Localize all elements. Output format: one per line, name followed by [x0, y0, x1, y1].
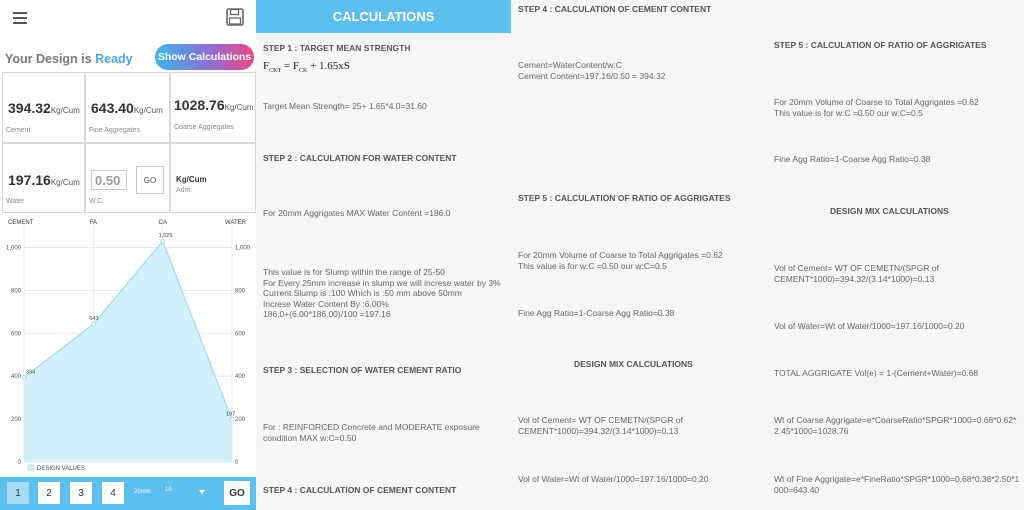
- step5-heading: STEP 5 : CALCULATION OF RATIO OF AGGRIGATES: [518, 193, 731, 203]
- water-unit: Kg/Cum: [50, 178, 80, 187]
- step5-text-1: For 20mm Volume of Coarse to Total Aggrigates =0.62 This value is for w:C =0.50 our w:C=0.5: [518, 250, 723, 271]
- y-tick-label-right: 800: [235, 288, 246, 295]
- y-tick-label-left: 0: [17, 460, 21, 466]
- data-point: [22, 376, 26, 380]
- calculations-panel-3: [767, 0, 1024, 510]
- chevron-down-icon: [199, 490, 205, 494]
- fine-aggregates-unit: Kg/Cum: [133, 106, 163, 115]
- design-status-text: Your Design is Ready: [5, 52, 133, 66]
- app-toolbar: [0, 0, 256, 36]
- y-tick-label-right: 600: [235, 331, 246, 338]
- fine-aggregates-cell: [85, 72, 170, 143]
- cement-value: 394.32: [8, 100, 51, 116]
- design-panel: [0, 0, 256, 510]
- show-calculations-button[interactable]: Show Calculations: [155, 44, 254, 70]
- fine-aggregates-label: Fine Aggregates: [89, 127, 140, 134]
- wc-ratio-input[interactable]: [91, 170, 127, 190]
- coarse-aggregates-label: Coarse Aggregates: [174, 124, 234, 131]
- step5-text-1: For 20mm Volume of Coarse to Total Aggrigates =0.62 This value is for w:C =0.50 our w:C=0.5: [774, 97, 979, 118]
- calculations-panel: [256, 0, 511, 510]
- wc-go-button[interactable]: GO: [136, 166, 164, 194]
- y-tick-label-right: 1,000: [235, 245, 251, 252]
- data-point: [161, 239, 165, 243]
- step3-heading: STEP 3 : SELECTION OF WATER CEMENT RATIO: [263, 365, 462, 375]
- step1-text: Target Mean Strength= 25+ 1.65*4.0=31.60: [263, 101, 427, 111]
- step2-text-1: For 20mm Aggrigates MAX Water Content =186.0: [263, 208, 451, 218]
- calculations-panel-2: [511, 0, 767, 510]
- ready-highlight: Ready: [95, 52, 133, 66]
- legend-label: DESIGN VALUES: [37, 466, 85, 472]
- design-values-chart: [0, 214, 256, 478]
- step3-text: For : REINFORCED Concrete and MODERATE exposure condition MAX w:C=0.50: [263, 422, 480, 443]
- y-tick-label-left: 400: [10, 374, 21, 381]
- step1-heading: STEP 1 : TARGET MEAN STRENGTH: [263, 43, 411, 53]
- design-mix-text-1: Vol of Cement= WT OF CEMETN/(SPGR of CEMENT*1000)=394.32/(3.14*1000)=0.13: [774, 263, 939, 284]
- legend-swatch: [28, 465, 34, 470]
- y-tick-label-right: 0: [235, 460, 239, 466]
- data-label: 197: [226, 411, 236, 418]
- step5-text-2: Fine Agg Ratio=1-Coarse Agg Ratio=0.38: [774, 154, 931, 164]
- data-label: 643: [89, 316, 99, 323]
- design-mix-text-3: TOTAL AGGRIGATE Vol(e) = 1-(Cement+Water)=0.68: [774, 368, 979, 378]
- design-mix-text-1: Vol of Cement= WT OF CEMETN/(SPGR of CEMENT*1000)=394.32/(3.14*1000)=0.13: [518, 415, 683, 436]
- calculations-title: CALCULATIONS: [256, 0, 511, 33]
- page-2-button[interactable]: 2: [38, 482, 60, 504]
- aggregate-size-label: 20mm: [134, 489, 151, 495]
- water-label: Water: [6, 198, 25, 205]
- wc-cell: [85, 143, 170, 213]
- page-3-button[interactable]: 3: [70, 482, 92, 504]
- y-tick-label-left: 1,000: [5, 245, 21, 252]
- aggregate-select[interactable]: [165, 487, 209, 499]
- wc-label: W.C: [89, 198, 103, 205]
- step4-heading: STEP 4 : CALCULATION OF CEMENT CONTENT: [263, 485, 457, 495]
- design-mix-heading: DESIGN MIX CALCULATIONS: [574, 359, 693, 369]
- design-mix-text-4: Wt of Coarse Aggrigate=e*CoarseRatio*SPGR*1000=0.68*0.62*2.45*1000=1028.76: [774, 415, 1017, 436]
- category-label: FA: [89, 220, 98, 226]
- design-mix-text-2: Vol of Water=Wt of Water/1000=197.16/1000=0.20: [518, 474, 709, 484]
- step2-heading: STEP 2 : CALCULATION FOR WATER CONTENT: [263, 153, 457, 163]
- y-tick-label-left: 800: [10, 288, 21, 295]
- admixture-unit: Kg/Cum: [176, 175, 207, 184]
- water-value: 197.16: [8, 172, 51, 188]
- aggregate-select-value: 10: [165, 487, 172, 493]
- target-strength-formula: $F_{CKT} = F_{CK} + 1.65xS$: [263, 60, 350, 75]
- y-tick-label-left: 200: [10, 417, 21, 424]
- step5-heading: STEP 5 : CALCULATION OF RATIO OF AGGRIGATES: [774, 40, 987, 50]
- data-label: 394: [26, 369, 36, 376]
- coarse-aggregates-unit: Kg/Cum: [224, 103, 254, 112]
- coarse-aggregates-cell: [170, 72, 256, 143]
- cement-unit: Kg/Cum: [50, 106, 80, 115]
- design-mix-text-2: Vol of Water=Wt of Water/1000=197.16/1000=0.20: [774, 321, 965, 331]
- data-point: [92, 322, 96, 326]
- category-label: CEMENT: [8, 220, 34, 226]
- design-status-row: [0, 44, 256, 72]
- step4-text: Cement=WaterContent/w:C Cement Content=197.16/0.50 = 394.32: [518, 60, 666, 81]
- design-mix-text-5: Wt of Fine Aggrigate=e*FineRatio*SPGR*1000=0.68*0.38*2.50*1000=643.40: [774, 474, 1020, 495]
- cement-label: Cement: [6, 127, 31, 134]
- data-label: 1,029: [158, 233, 173, 240]
- admixture-label: Adm.: [176, 187, 193, 194]
- page-4-button[interactable]: 4: [102, 482, 124, 504]
- admixture-cell: [170, 143, 256, 213]
- category-label: WATER: [225, 220, 246, 226]
- series-area: [24, 241, 232, 462]
- design-mix-heading: DESIGN MIX CALCULATIONS: [830, 206, 949, 216]
- water-cell: [2, 143, 85, 213]
- y-tick-label-left: 600: [10, 331, 21, 338]
- category-label: CA: [158, 220, 167, 226]
- data-point: [230, 418, 234, 422]
- menu-icon[interactable]: [13, 12, 27, 24]
- bottom-toolbar: [0, 477, 256, 510]
- save-icon[interactable]: [226, 8, 244, 26]
- y-tick-label-right: 400: [235, 374, 246, 381]
- go-button[interactable]: GO: [224, 481, 250, 505]
- y-tick-label-right: 200: [235, 417, 246, 424]
- page-1-button[interactable]: 1: [7, 482, 29, 504]
- coarse-aggregates-value: 1028.76: [174, 97, 225, 113]
- fine-aggregates-value: 643.40: [91, 100, 134, 116]
- step4-heading: STEP 4 : CALCULATION OF CEMENT CONTENT: [518, 4, 712, 14]
- step5-text-2: Fine Agg Ratio=1-Coarse Agg Ratio=0.38: [518, 308, 675, 318]
- step2-text-2: This value is for Slump within the range of 25-50 For Every 25mm increase in slump we will increse water by 3% Current Slump is :100 Which is :50 mm above 50mm Increse Water Content By :6.00% 186.0+(6.00*186.00)/100 =197.16: [263, 267, 501, 319]
- cement-cell: [2, 72, 85, 143]
